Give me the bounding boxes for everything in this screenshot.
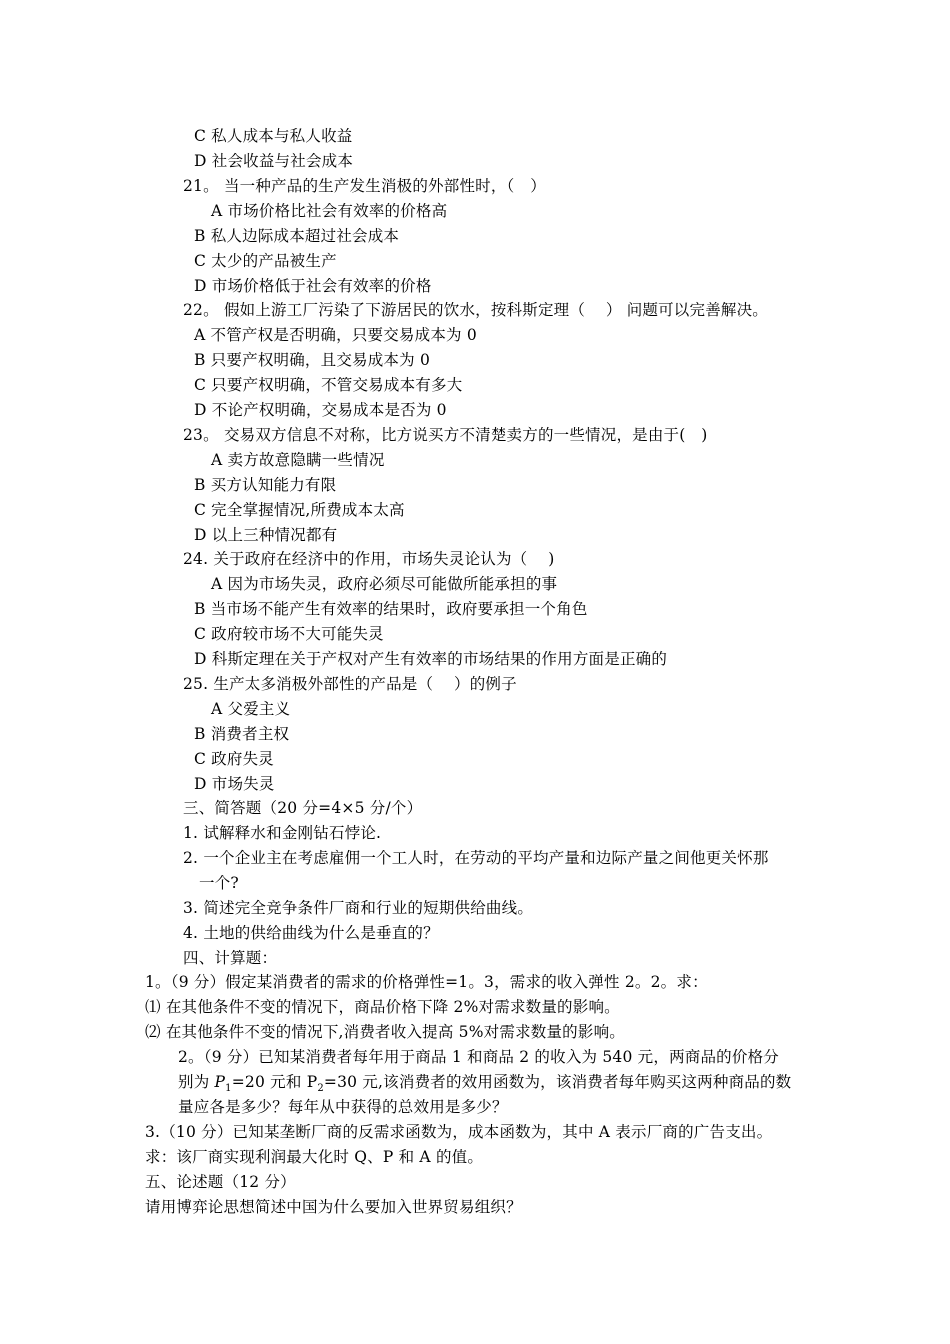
calc-3-line2: 求：该厂商实现利润最大化时 Q、P 和 A 的值。 [145, 1148, 484, 1166]
q20-option-d: D 社会收益与社会成本 [194, 152, 354, 170]
section4-title: 四、计算题： [183, 949, 278, 967]
q24-stem: 24. 关于政府在经济中的作用，市场失灵论认为（ ) [183, 550, 555, 568]
q24-option-a: A 因为市场失灵，政府必须尽可能做所能承担的事 [211, 575, 558, 593]
short-answer-4: 4. 土地的供给曲线为什么是垂直的？ [183, 924, 439, 942]
short-answer-1: 1. 试解释水和金刚钻石悖论. [183, 824, 382, 842]
p1-symbol: P [214, 1073, 226, 1091]
short-answer-3: 3. 简述完全竞争条件厂商和行业的短期供给曲线。 [183, 899, 534, 917]
q23-stem: 23。 交易双方信息不对称，比方说买方不清楚卖方的一些情况，是由于( ) [183, 426, 708, 444]
q22-option-c: C 只要产权明确，不管交易成本有多大 [194, 376, 463, 394]
q25-option-d: D 市场失灵 [194, 775, 275, 793]
p2-subscript: 2 [317, 1083, 324, 1095]
section5-title: 五、论述题（12 分） [145, 1173, 296, 1191]
short-answer-2-line1: 2. 一个企业主在考虑雇佣一个工人时，在劳动的平均产量和边际产量之间他更关怀那 [183, 849, 769, 867]
calc-2-prefix: 别为 [178, 1073, 215, 1091]
calc-3-line1: 3.（10 分）已知某垄断厂商的反需求函数为，成本函数为，其中 A 表示厂商的广告支出。 [145, 1123, 773, 1141]
q23-option-c: C 完全掌握情况,所费成本太高 [194, 501, 405, 519]
q22-option-d: D 不论产权明确，交易成本是否为 0 [194, 401, 447, 419]
calc-2-line2 [178, 1072, 792, 1095]
calc-2-line1: 2。（9 分）已知某消费者每年用于商品 1 和商品 2 的收入为 540 元，两商品的价格分 [178, 1048, 779, 1066]
q21-option-b: B 私人边际成本超过社会成本 [194, 227, 400, 245]
q21-stem: 21。 当一种产品的生产发生消极的外部性时，（ ） [183, 177, 546, 195]
q21-option-d: D 市场价格低于社会有效率的价格 [194, 277, 432, 295]
calc-1-part2: ⑵ 在其他条件不变的情况下,消费者收入提高 5%对需求数量的影响。 [145, 1023, 625, 1041]
calc-2-line3: 量应各是多少？每年从中获得的总效用是多少？ [178, 1098, 508, 1116]
q23-option-a: A 卖方故意隐瞒一些情况 [211, 451, 385, 469]
short-answer-2-line2: 一个? [199, 874, 239, 892]
calc-1-part1: ⑴ 在其他条件不变的情况下，商品价格下降 2%对需求数量的影响。 [145, 998, 620, 1016]
q21-option-a: A 市场价格比社会有效率的价格高 [211, 202, 448, 220]
q23-option-d: D 以上三种情况都有 [194, 526, 338, 544]
section3-title: 三、简答题（20 分=4×5 分/个） [183, 799, 423, 817]
q22-option-b: B 只要产权明确，且交易成本为 0 [194, 351, 431, 369]
q20-option-c: C 私人成本与私人收益 [194, 127, 353, 145]
p1-subscript: 1 [225, 1083, 232, 1095]
p1-value: =20 元和 [231, 1073, 307, 1091]
calc-2-suffix: =30 元,该消费者的效用函数为，该消费者每年购买这两种商品的数 [323, 1073, 792, 1091]
q25-stem: 25. 生产太多消极外部性的产品是（ ）的例子 [183, 675, 517, 693]
q24-option-d: D 科斯定理在关于产权对产生有效率的市场结果的作用方面是正确的 [194, 650, 668, 668]
q25-option-b: B 消费者主权 [194, 725, 290, 743]
q25-option-a: A 父爱主义 [211, 700, 291, 718]
q21-option-c: C 太少的产品被生产 [194, 252, 337, 270]
q24-option-c: C 政府较市场不大可能失灵 [194, 625, 384, 643]
q24-option-b: B 当市场不能产生有效率的结果时，政府要承担一个角色 [194, 600, 588, 618]
essay-question: 请用博弈论思想简述中国为什么要加入世界贸易组织？ [145, 1198, 522, 1216]
q22-option-a: A 不管产权是否明确，只要交易成本为 0 [194, 326, 477, 344]
p2-symbol: P [306, 1073, 318, 1091]
q25-option-c: C 政府失灵 [194, 750, 274, 768]
q22-stem: 22。 假如上游工厂污染了下游居民的饮水，按科斯定理（ ） 问题可以完善解决。 [183, 301, 769, 319]
calc-1-stem: 1。（9 分）假定某消费者的需求的价格弹性=1。3，需求的收入弹性 2。2。求： [145, 973, 708, 991]
q23-option-b: B 买方认知能力有限 [194, 476, 337, 494]
